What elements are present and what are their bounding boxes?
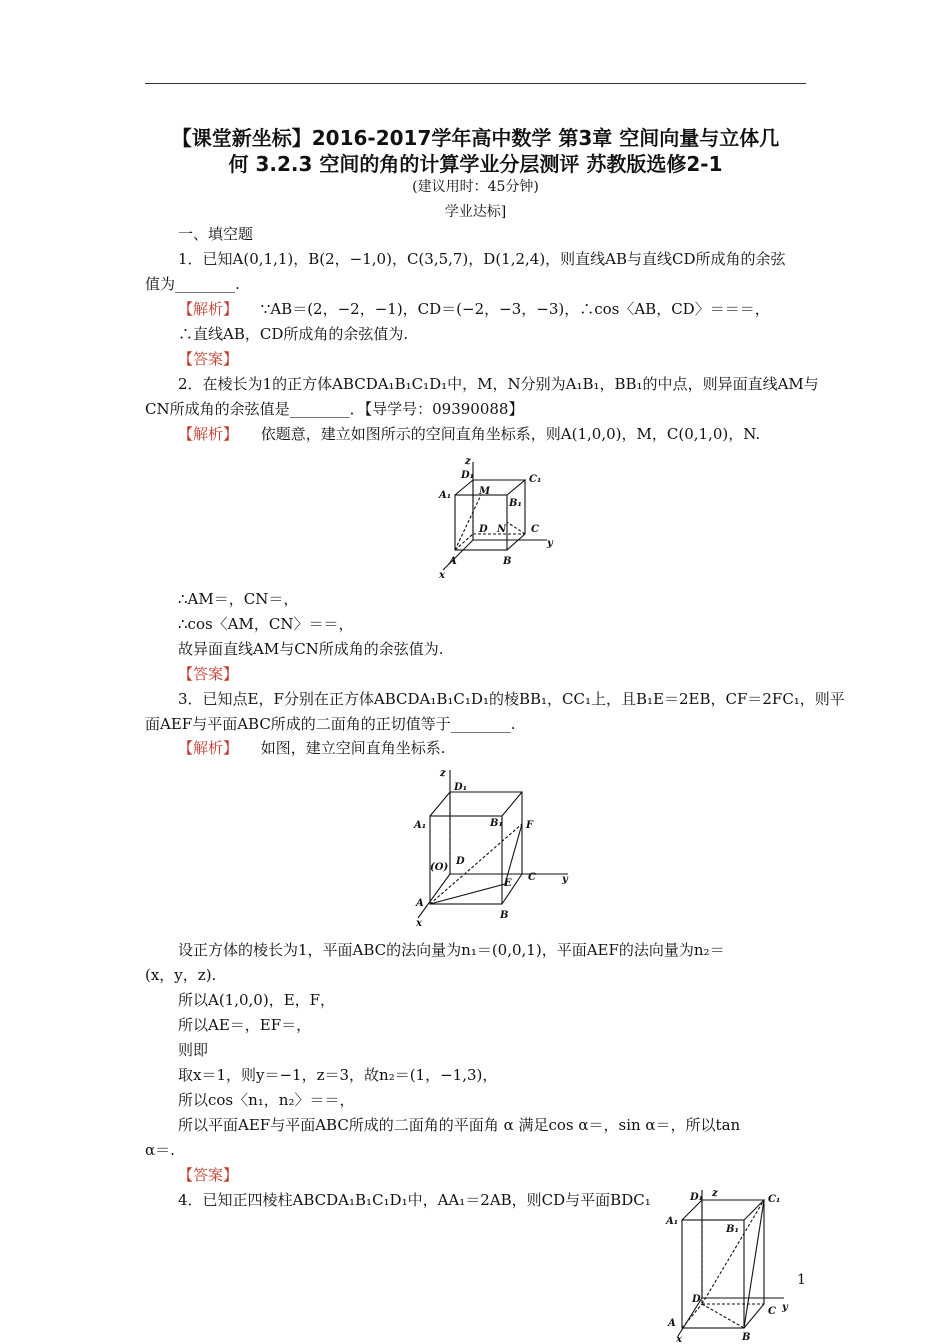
- fig2-label: B: [500, 910, 509, 921]
- fig1-label: B₁: [509, 498, 522, 509]
- fig1-label: x: [439, 570, 445, 580]
- q3-solution-1: 如图，建立空间直角坐标系.: [260, 739, 446, 757]
- fig1-label: B: [503, 556, 512, 567]
- q3-solution-9: 所以平面AEF与平面ABC所成的二面角的平面角 α 满足cos α＝，sin α＝，所以tan: [178, 1116, 741, 1134]
- q3-solution-6: 则即: [178, 1041, 209, 1059]
- q3-line2: 面AEF与平面ABC所成的二面角的正切值等于________.: [145, 715, 516, 733]
- fig3-label: B: [742, 1332, 751, 1342]
- doc-title-line2: 何 3.2.3 空间的角的计算学业分层测评 苏教版选修2-1: [228, 152, 723, 176]
- fig3-label: B₁: [726, 1224, 739, 1235]
- q3-solution-10: α＝.: [145, 1141, 175, 1159]
- fig2-label: z: [440, 768, 446, 779]
- fig1-label: A: [449, 556, 457, 567]
- q3-solution-7: 取x＝1，则y＝−1，z＝3，故n₂＝(1，−1,3)，: [178, 1066, 498, 1084]
- jiexi-label: 【解析】: [178, 300, 239, 318]
- q2-solution-2: ∴AM＝，CN＝，: [178, 590, 299, 608]
- fig1-label: z: [465, 456, 471, 467]
- q1-line2: 值为________.: [145, 275, 240, 293]
- fig2-label: y: [562, 874, 568, 885]
- answer-label: 【答案】: [178, 350, 239, 368]
- fig3-label: C₁: [768, 1194, 781, 1205]
- q3-solution-3: (x，y，z).: [145, 966, 217, 984]
- fig2-label: E: [504, 878, 512, 889]
- fig1-label: y: [547, 538, 553, 549]
- jiexi-label: 【解析】: [178, 739, 239, 757]
- fig1-label: D₁: [461, 470, 475, 481]
- q1-line1: 1．已知A(0,1,1)，B(2，−1,0)，C(3,5,7)，D(1,2,4)，则直线AB与直线CD所成角的余弦: [178, 250, 786, 268]
- fig3-label: D₁: [690, 1192, 704, 1203]
- section-fill-blank: 一、填空题: [178, 225, 254, 243]
- q2-line2: CN所成角的余弦值是________．【导学号：09390088】: [145, 400, 524, 418]
- fig2-label: D₁: [454, 782, 468, 793]
- fig1-label: C₁: [529, 474, 542, 485]
- jiexi-label: 【解析】: [178, 425, 239, 443]
- q1-solution-2: ∴直线AB，CD所成角的余弦值为.: [178, 325, 409, 343]
- q4-line1: 4．已知正四棱柱ABCDA₁B₁C₁D₁中，AA₁＝2AB，则CD与平面BDC₁: [178, 1191, 651, 1209]
- fig2-label: B₁: [490, 818, 503, 829]
- header-rule: [145, 83, 806, 84]
- doc-title-line1: 【课堂新坐标】2016-2017学年高中数学 第3章 空间向量与立体几: [171, 126, 780, 150]
- cube-figure-2: [410, 766, 575, 926]
- page-number: 1: [797, 1272, 806, 1288]
- fig2-label: D: [456, 856, 465, 867]
- answer-label: 【答案】: [178, 665, 239, 683]
- fig3-label: C: [768, 1306, 776, 1317]
- q2-solution-4: 故异面直线AM与CN所成角的余弦值为.: [178, 640, 444, 658]
- fig1-label: N: [497, 524, 507, 535]
- fig3-label: y: [782, 1302, 788, 1313]
- q3-solution-2: 设正方体的棱长为1，平面ABC的法向量为n₁＝(0,0,1)，平面AEF的法向量为n₂＝: [178, 941, 725, 959]
- fig2-label: A: [416, 898, 424, 909]
- fig3-label: A₁: [666, 1216, 679, 1227]
- q3-solution-4: 所以A(1,0,0)，E，F，: [178, 991, 336, 1009]
- q3-solution-8: 所以cos〈n₁，n₂〉＝＝，: [178, 1091, 355, 1109]
- fig2-label: (O): [430, 862, 449, 873]
- fig1-label: D: [479, 524, 488, 535]
- q2-solution-3: ∴cos〈AM，CN〉＝＝，: [178, 615, 354, 633]
- fig2-label: A₁: [414, 820, 427, 831]
- prism-figure-3: [664, 1186, 794, 1342]
- fig3-label: A: [668, 1318, 676, 1329]
- fig2-label: C: [528, 872, 536, 883]
- q3-solution-5: 所以AE＝，EF＝，: [178, 1016, 312, 1034]
- fig1-label: C: [531, 524, 539, 535]
- fig1-label: M: [479, 486, 491, 497]
- cube-figure-1: [435, 452, 560, 580]
- fig3-label: x: [676, 1334, 682, 1342]
- q2-line1: 2．在棱长为1的正方体ABCDA₁B₁C₁D₁中，M，N分别为A₁B₁，BB₁的中点，则异面直线AM与: [178, 375, 819, 393]
- fig3-label: D: [692, 1294, 701, 1305]
- time-hint: (建议用时：45分钟): [412, 179, 539, 195]
- q3-line1: 3．已知点E，F分别在正方体ABCDA₁B₁C₁D₁的棱BB₁，CC₁上，且B₁E＝2EB，CF＝2FC₁，则平: [178, 690, 845, 708]
- fig3-label: z: [712, 1188, 718, 1199]
- fig2-label: x: [416, 918, 422, 926]
- fig1-label: A₁: [439, 490, 452, 501]
- section-header: 学业达标]: [444, 204, 507, 220]
- answer-label: 【答案】: [178, 1166, 239, 1184]
- fig2-label: F: [526, 820, 534, 831]
- q2-solution-1: 依题意，建立如图所示的空间直角坐标系，则A(1,0,0)，M，C(0,1,0)，N.: [260, 425, 761, 443]
- q1-solution-1: ∵AB＝(2，−2，−1)，CD＝(−2，−3，−3)，∴cos〈AB，CD〉＝＝＝，: [260, 300, 770, 318]
